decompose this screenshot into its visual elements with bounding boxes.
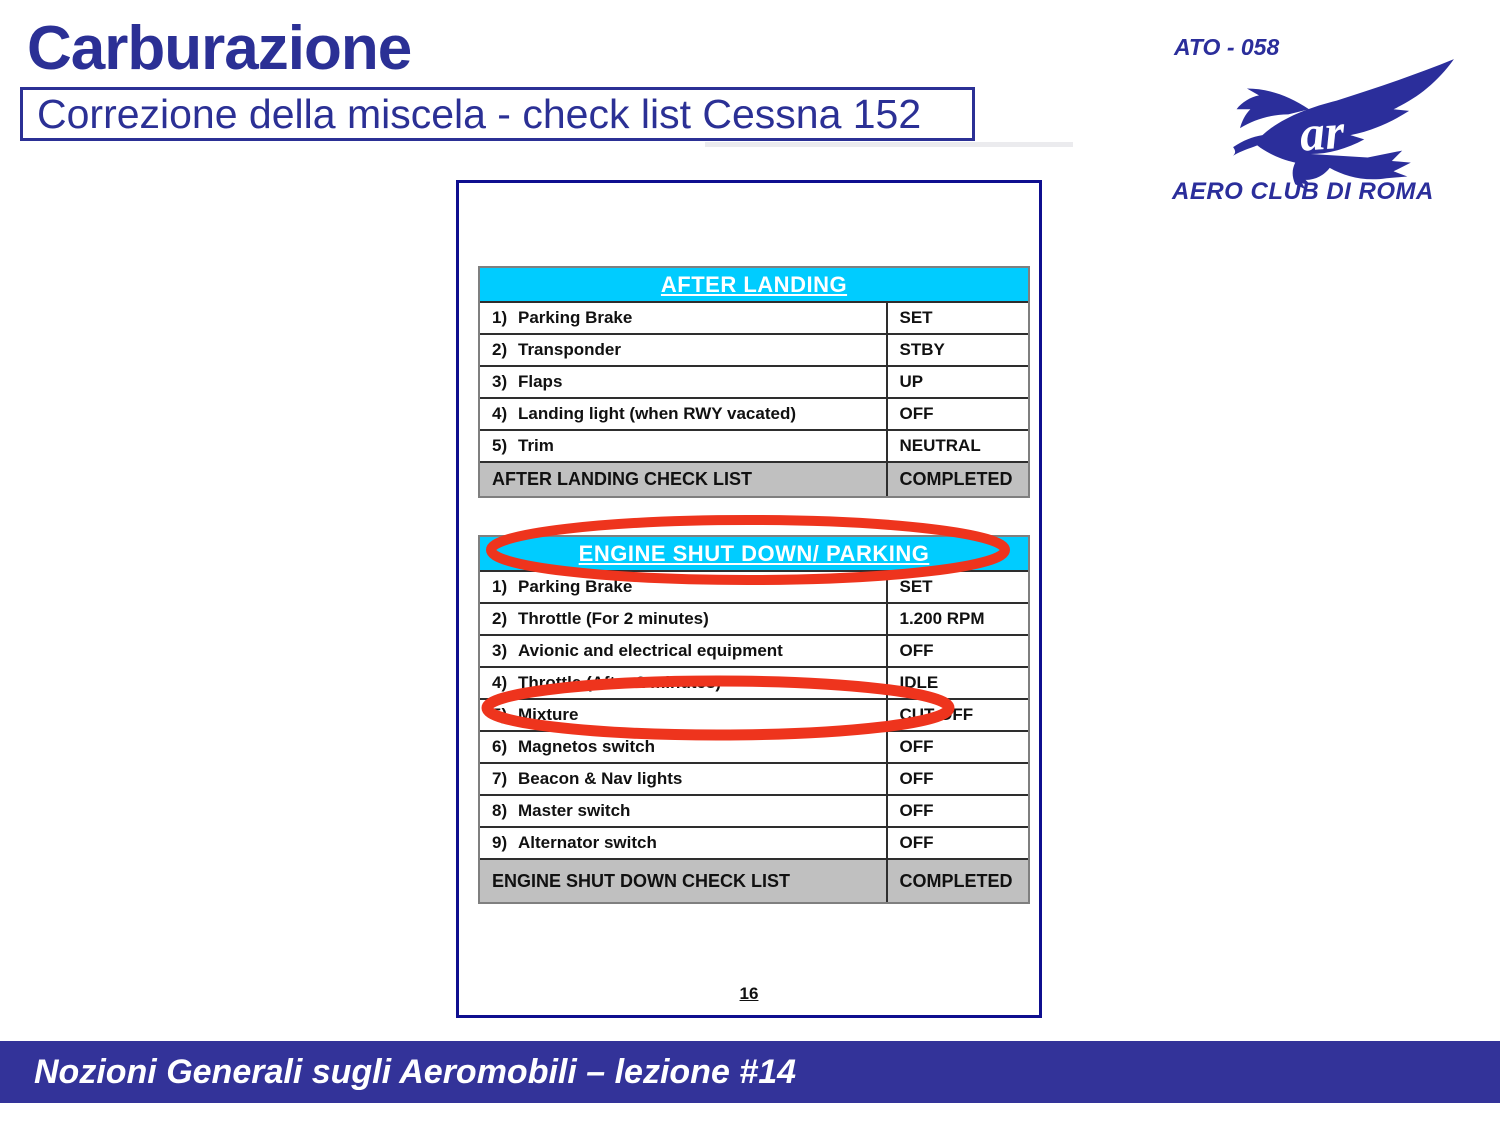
summary-label: ENGINE SHUT DOWN CHECK LIST <box>492 870 791 891</box>
logo-monogram: ar <box>1297 102 1347 162</box>
row-value: NEUTRAL <box>886 431 1028 461</box>
row-number: 5) <box>492 436 508 455</box>
row-item-label: Parking Brake <box>518 577 633 596</box>
row-value: OFF <box>886 399 1028 429</box>
summary-label: AFTER LANDING CHECK LIST <box>492 469 752 489</box>
row-number: 9) <box>492 833 508 852</box>
footer-bar <box>0 1041 1500 1103</box>
row-number: 3) <box>492 641 508 660</box>
eagle-logo-icon <box>1178 54 1478 192</box>
table-row <box>480 335 1028 367</box>
row-value: OFF <box>886 764 1028 794</box>
row-value: UP <box>886 367 1028 397</box>
table-row <box>480 828 1028 860</box>
after-landing-rows <box>480 303 1028 463</box>
row-number: 1) <box>492 308 508 327</box>
summary-value: COMPLETED <box>886 860 1028 902</box>
row-number: 2) <box>492 609 508 628</box>
row-value: OFF <box>886 636 1028 666</box>
row-number: 4) <box>492 404 508 423</box>
engine-shutdown-header <box>480 537 1028 572</box>
table-row <box>480 303 1028 335</box>
footer-text: Nozioni Generali sugli Aeromobili – lezione #14 <box>34 1052 797 1091</box>
row-value: OFF <box>886 732 1028 762</box>
row-value: STBY <box>886 335 1028 365</box>
ato-code-label: ATO - 058 <box>1174 34 1280 60</box>
after-landing-table <box>478 266 1030 498</box>
engine-shutdown-header-text: ENGINE SHUT DOWN/ PARKING <box>578 540 930 566</box>
row-item-label: Parking Brake <box>518 308 633 327</box>
row-number: 7) <box>492 769 508 788</box>
engine-shutdown-rows <box>480 572 1028 860</box>
subtitle-box <box>20 87 975 141</box>
table-row <box>480 668 1028 700</box>
aero-club-label: AERO CLUB DI ROMA <box>1172 178 1434 205</box>
after-landing-header <box>480 268 1028 303</box>
after-landing-header-text: AFTER LANDING <box>660 271 848 297</box>
checklist-panel <box>456 180 1042 1018</box>
row-value: SET <box>886 572 1028 602</box>
table-row <box>480 700 1028 732</box>
row-value: IDLE <box>886 668 1028 698</box>
row-item-label: Throttle (For 2 minutes) <box>518 609 709 628</box>
engine-shutdown-summary-row <box>480 860 1028 902</box>
row-item-label: Landing light (when RWY vacated) <box>518 404 797 423</box>
row-item-label: Magnetos switch <box>518 737 655 756</box>
table-row <box>480 367 1028 399</box>
page-title: Carburazione <box>27 14 412 83</box>
row-item-label: Master switch <box>518 801 631 820</box>
summary-value: COMPLETED <box>886 463 1028 496</box>
row-number: 8) <box>492 801 508 820</box>
row-value: CUT OFF <box>886 700 1028 730</box>
row-number: 4) <box>492 673 508 692</box>
row-value: 1.200 RPM <box>886 604 1028 634</box>
engine-shutdown-table <box>478 535 1030 904</box>
divider-line <box>705 142 1073 147</box>
row-item-label: Flaps <box>518 372 563 391</box>
table-row <box>480 764 1028 796</box>
row-item-label: Transponder <box>518 340 621 359</box>
table-row <box>480 431 1028 463</box>
row-number: 1) <box>492 577 508 596</box>
row-item-label: Avionic and electrical equipment <box>518 641 783 660</box>
row-number: 5) <box>492 705 508 724</box>
row-item-label: Mixture <box>518 705 579 724</box>
after-landing-summary-row <box>480 463 1028 496</box>
row-number: 6) <box>492 737 508 756</box>
checklist-page-number: 16 <box>739 984 759 1003</box>
table-row <box>480 732 1028 764</box>
row-number: 2) <box>492 340 508 359</box>
row-number: 3) <box>492 372 508 391</box>
row-item-label: Trim <box>518 436 554 455</box>
aero-club-logo <box>1160 26 1495 211</box>
row-item-label: Throttle (After 2 minutes) <box>518 673 722 692</box>
row-value: SET <box>886 303 1028 333</box>
row-item-label: Beacon & Nav lights <box>518 769 683 788</box>
table-row <box>480 572 1028 604</box>
row-value: OFF <box>886 796 1028 826</box>
subtitle-text: Correzione della miscela - check list Cessna 152 <box>37 90 922 137</box>
table-row <box>480 636 1028 668</box>
table-row <box>480 796 1028 828</box>
table-row <box>480 399 1028 431</box>
row-value: OFF <box>886 828 1028 858</box>
table-row <box>480 604 1028 636</box>
row-item-label: Alternator switch <box>518 833 657 852</box>
